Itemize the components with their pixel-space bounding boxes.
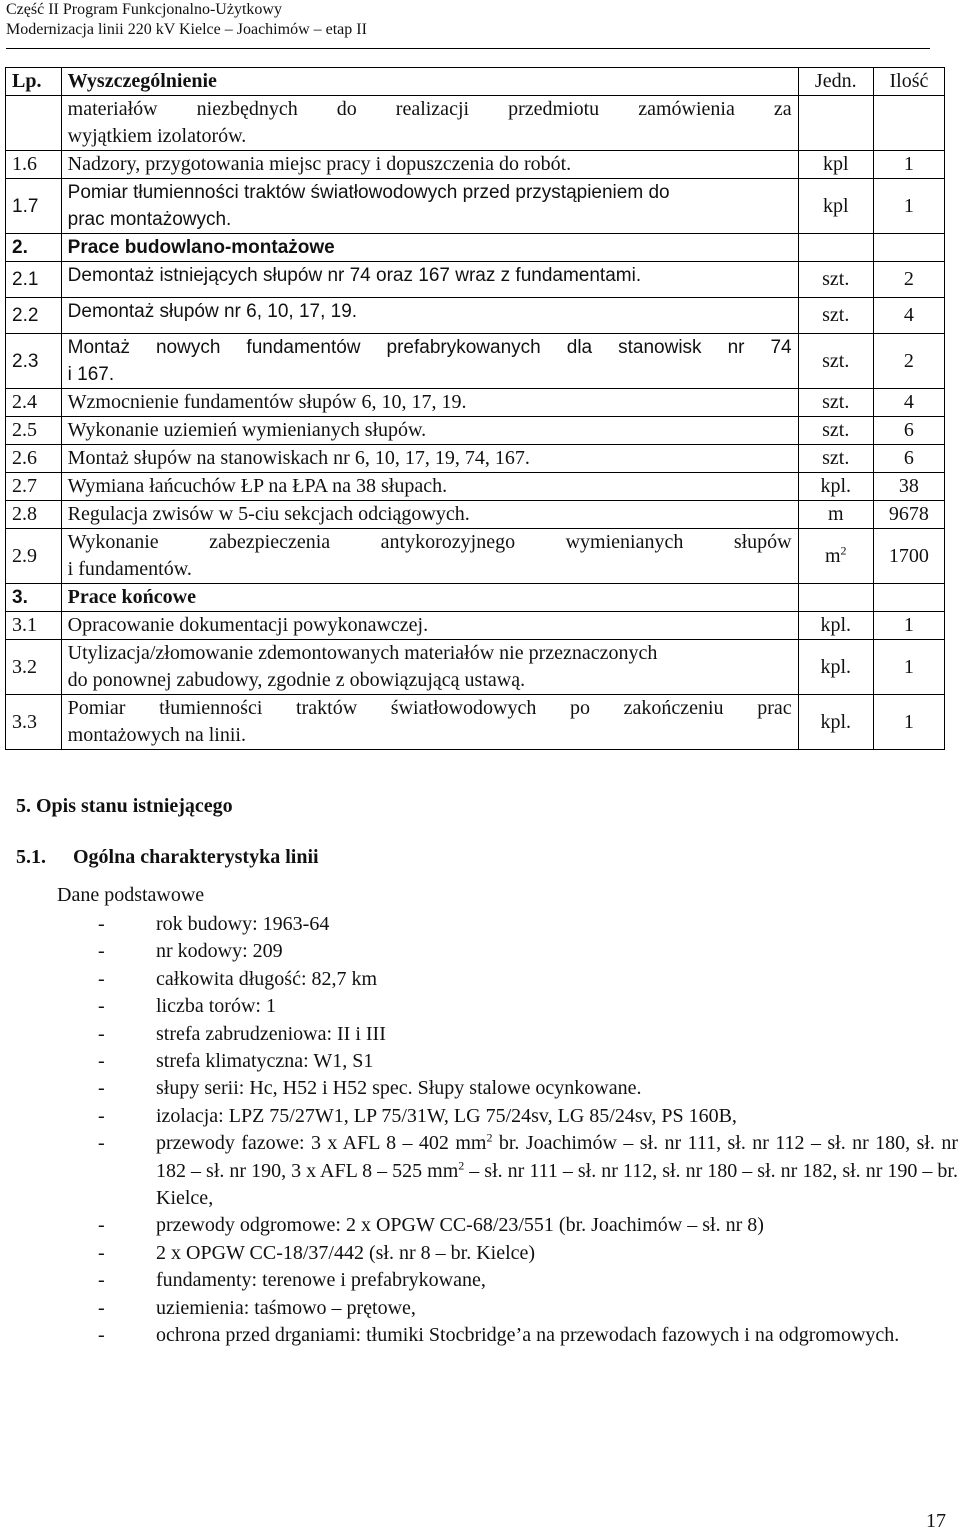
table-row xyxy=(6,640,945,695)
table-row xyxy=(6,445,945,473)
list-item: - liczba torów: 1 xyxy=(98,995,276,1018)
unit-superscript: 2 xyxy=(840,542,847,557)
row-qty: 38 xyxy=(873,473,944,501)
row-unit: kpl. xyxy=(798,473,873,501)
list-item: - uziemienia: taśmowo – prętowe, xyxy=(98,1296,416,1319)
table-row xyxy=(6,501,945,529)
row-lp: 1.6 xyxy=(6,151,62,179)
list-item: - słupy serii: Hc, H52 i H52 spec. Słupy stalowe ocynkowane. xyxy=(98,1077,642,1100)
row-lp: 2.3 xyxy=(6,334,62,389)
table-row xyxy=(6,179,945,234)
row-qty: 9678 xyxy=(873,501,944,529)
row-desc: Prace końcowe xyxy=(61,584,798,612)
row-lp: 2.6 xyxy=(6,445,62,473)
row-desc: Opracowanie dokumentacji powykonawczej. xyxy=(61,612,798,640)
row-desc xyxy=(61,695,798,750)
row-desc xyxy=(61,640,798,695)
row-desc: Montaż słupów na stanowiskach nr 6, 10, 17, 19, 74, 167. xyxy=(61,445,798,473)
row-unit: $m^2$ xyxy=(798,529,873,584)
row-qty: 2 xyxy=(873,334,944,389)
row-desc: Nadzory, przygotowania miejsc pracy i dopuszczenia do robót. xyxy=(61,151,798,179)
row-unit: szt. xyxy=(798,262,873,298)
basic-data-list xyxy=(90,911,958,1350)
section-number: 5.1. xyxy=(16,846,46,868)
col-qty: Ilość xyxy=(873,68,944,96)
row-lp: 2.1 xyxy=(6,262,62,298)
row-qty: 1 xyxy=(873,151,944,179)
row-unit: szt. xyxy=(798,389,873,417)
works-table xyxy=(5,67,945,750)
table-row xyxy=(6,389,945,417)
col-unit: Jedn. xyxy=(798,68,873,96)
row-qty: 4 xyxy=(873,298,944,334)
row-qty: 1 xyxy=(873,640,944,695)
list-item: - strefa zabrudzeniowa: II i III xyxy=(98,1022,386,1045)
desc-line: montażowych na linii. xyxy=(67,724,246,746)
table-row xyxy=(6,151,945,179)
table-header-row xyxy=(6,68,945,96)
row-desc: Wzmocnienie fundamentów słupów 6, 10, 17, 19. xyxy=(61,389,798,417)
section-heading-5: 5. Opis stanu istniejącego xyxy=(16,795,233,817)
table-row xyxy=(6,695,945,750)
row-qty: 1700 xyxy=(873,529,944,584)
row-unit: m xyxy=(798,501,873,529)
list-item: - strefa klimatyczna: W1, S1 xyxy=(98,1050,374,1073)
list-item: - przewody odgromowe: 2 x OPGW CC-68/23/551 (br. Joachimów – sł. nr 8) xyxy=(98,1214,764,1237)
row-lp: 2.4 xyxy=(6,389,62,417)
section-title: Ogólna charakterystyka linii xyxy=(73,846,319,868)
row-desc: Demontaż istniejących słupów nr 74 oraz 167 wraz z fundamentami. xyxy=(61,262,798,298)
table-row xyxy=(6,529,945,584)
row-lp: 2.7 xyxy=(6,473,62,501)
desc-line: i 167. xyxy=(67,364,115,385)
page-header xyxy=(6,0,367,40)
col-desc: Wyszczególnienie xyxy=(61,68,798,96)
desc-line: materiałów niezbędnych do realizacji przedmiotu zamówienia za xyxy=(67,98,792,120)
header-divider xyxy=(6,48,930,49)
row-desc: Regulacja zwisów w 5-ciu sekcjach odciągowych. xyxy=(61,501,798,529)
list-item: - rok budowy: 1963-64 xyxy=(98,913,330,935)
desc-line: prac montażowych. xyxy=(67,209,232,230)
table-row xyxy=(6,612,945,640)
table-row xyxy=(6,234,945,262)
row-qty: 6 xyxy=(873,445,944,473)
row-desc xyxy=(61,179,798,234)
desc-line: Pomiar tłumienności traktów światłowodowych po zakończeniu prac xyxy=(67,697,792,719)
row-qty: 1 xyxy=(873,612,944,640)
desc-line: wyjątkiem izolatorów. xyxy=(67,125,247,147)
table-row xyxy=(6,298,945,334)
row-desc: Wykonanie uziemień wymienianych słupów. xyxy=(61,417,798,445)
list-item: - izolacja: LPZ 75/27W1, LP 75/31W, LG 75/24sv, LG 85/24sv, PS 160B, xyxy=(98,1104,737,1127)
desc-line: Montaż nowych fundamentów prefabrykowanych dla stanowisk nr 74 xyxy=(67,337,792,358)
list-item: - fundamenty: terenowe i prefabrykowane, xyxy=(98,1269,486,1292)
row-lp: 3.3 xyxy=(6,695,62,750)
row-desc: Demontaż słupów nr 6, 10, 17, 19. xyxy=(61,298,798,334)
row-qty: 6 xyxy=(873,417,944,445)
desc-line: i fundamentów. xyxy=(67,558,192,580)
row-desc: Prace budowlano-montażowe xyxy=(61,234,798,262)
row-lp: 2.2 xyxy=(6,298,62,334)
list-item: - 2 x OPGW CC-18/37/442 (sł. nr 8 – br. Kielce) xyxy=(98,1241,536,1264)
desc-line: Wykonanie zabezpieczenia antykorozyjnego wymienianych słupów xyxy=(67,531,792,553)
desc-line: do ponownej zabudowy, zgodnie z obowiązującą ustawą. xyxy=(67,669,526,691)
row-desc xyxy=(61,529,798,584)
row-lp: 2.8 xyxy=(6,501,62,529)
row-unit: kpl xyxy=(798,151,873,179)
row-unit: kpl. xyxy=(798,695,873,750)
row-lp: 3.2 xyxy=(6,640,62,695)
row-lp: 2.9 xyxy=(6,529,62,584)
row-lp: 2.5 xyxy=(6,417,62,445)
section-heading-5-1 xyxy=(16,846,319,869)
row-desc: Wymiana łańcuchów ŁP na ŁPA na 38 słupach. xyxy=(61,473,798,501)
list-item: - całkowita długość: 82,7 km xyxy=(98,967,378,990)
row-unit: szt. xyxy=(798,445,873,473)
table-row xyxy=(6,473,945,501)
table-row xyxy=(6,584,945,612)
page-number: 17 xyxy=(926,1510,946,1532)
row-qty: 1 xyxy=(873,179,944,234)
table-row xyxy=(6,262,945,298)
row-lp: 3. xyxy=(6,584,62,612)
desc-line: Utylizacja/złomowanie zdemontowanych materiałów nie przeznaczonych xyxy=(67,642,658,664)
header-title: Część II Program Funkcjonalno-Użytkowy xyxy=(6,1,282,18)
table-row xyxy=(6,96,945,151)
row-lp: 3.1 xyxy=(6,612,62,640)
table-row xyxy=(6,417,945,445)
desc-line: Pomiar tłumienności traktów światłowodowych przed przystąpieniem do xyxy=(67,182,670,203)
row-unit: kpl. xyxy=(798,612,873,640)
row-unit: szt. xyxy=(798,298,873,334)
basic-data-title: Dane podstawowe xyxy=(57,884,205,906)
col-lp: Lp. xyxy=(6,68,62,96)
intro-desc xyxy=(61,96,798,151)
row-qty: 1 xyxy=(873,695,944,750)
row-unit: kpl. xyxy=(798,640,873,695)
list-item: - przewody fazowe: 3 x AFL 8 – 402 $mm^2$ br. Joachimów – sł. nr 111, sł. nr 112 – sł. nr 180, sł. nr 182 – sł. nr 190, 3 x AFL 8 – 525 $mm^2$ – sł. nr 111 – sł. nr 112, sł. nr 180 – sł. nr 182, sł. nr 190 – br. Kielce, xyxy=(98,1130,958,1210)
row-desc xyxy=(61,334,798,389)
row-unit: szt. xyxy=(798,334,873,389)
row-unit: kpl xyxy=(798,179,873,234)
table-row xyxy=(6,334,945,389)
row-qty: 4 xyxy=(873,389,944,417)
row-qty: 2 xyxy=(873,262,944,298)
row-unit: szt. xyxy=(798,417,873,445)
list-item: - ochrona przed drganiami: tłumiki Stocbridge’a na przewodach fazowych i na odgromowych. xyxy=(98,1324,900,1347)
row-lp: 2. xyxy=(6,234,62,262)
list-item: - nr kodowy: 209 xyxy=(98,940,283,963)
row-lp: 1.7 xyxy=(6,179,62,234)
header-subtitle: Modernizacja linii 220 kV Kielce – Joachimów – etap II xyxy=(6,21,367,38)
